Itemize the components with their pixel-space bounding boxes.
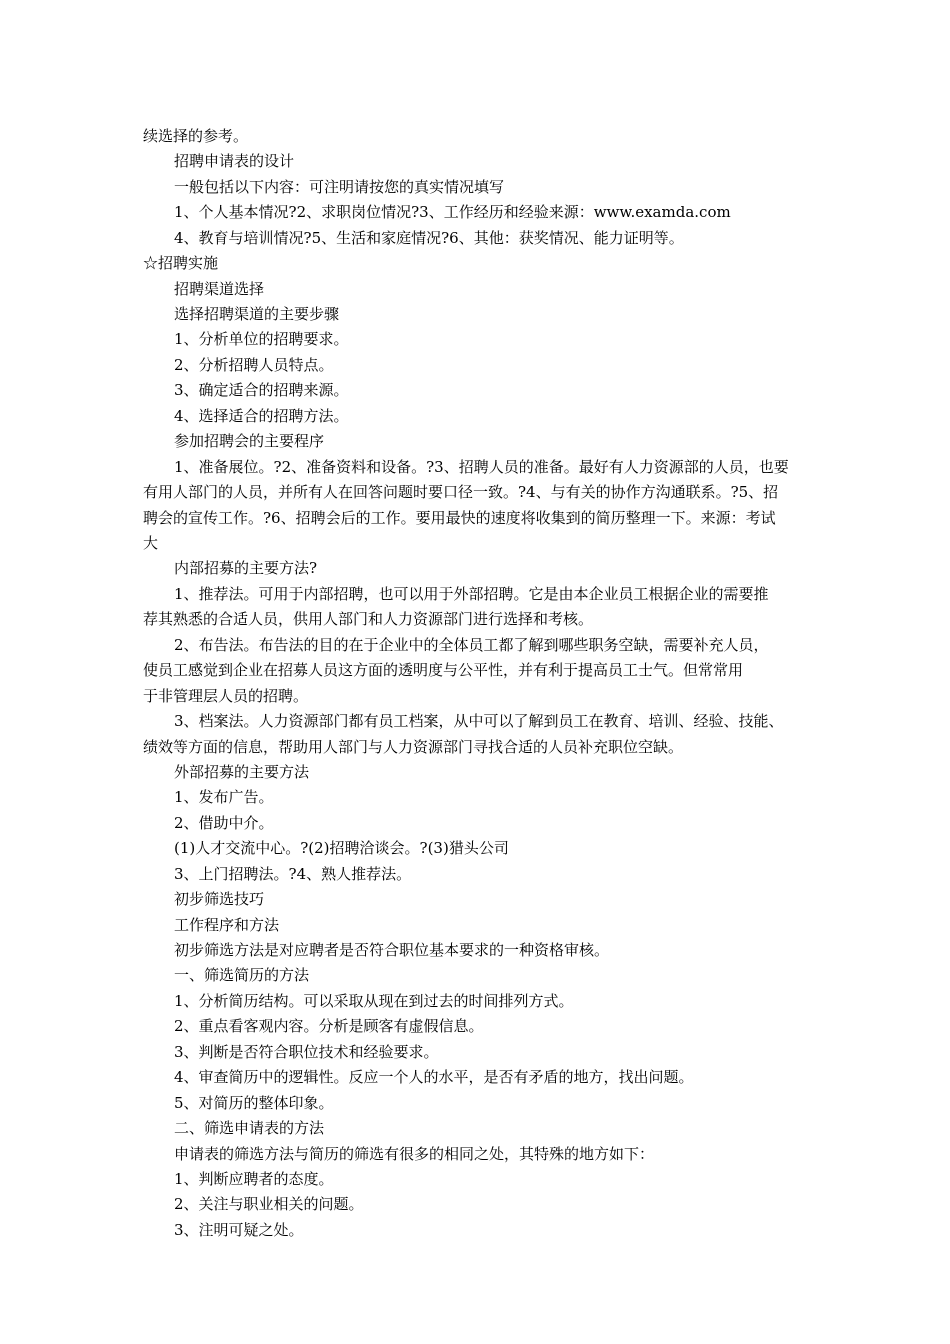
list-item: 1、判断应聘者的态度。 xyxy=(174,1170,334,1188)
paragraph-line: 绩效等方面的信息，帮助用人部门与人力资源部门寻找合适的人员补充职位空缺。 xyxy=(143,738,684,756)
paragraph-line: 于非管理层人员的招聘。 xyxy=(143,687,309,705)
paragraph-line: 荐其熟悉的合适人员，供用人部门和人力资源部门进行选择和考核。 xyxy=(143,610,594,628)
list-item: (1)人才交流中心。?(2)招聘洽谈会。?(3)猎头公司 xyxy=(174,839,509,857)
paragraph-line: 1、准备展位。?2、准备资料和设备。?3、招聘人员的准备。最好有人力资源部的人员，也要 xyxy=(174,458,789,476)
list-item: 2、关注与职业相关的问题。 xyxy=(174,1195,364,1213)
paragraph-line: 使员工感觉到企业在招募人员这方面的透明度与公平性，并有利于提高员工士气。但常常用 xyxy=(143,661,744,679)
paragraph-line: 3、档案法。人力资源部门都有员工档案，从中可以了解到员工在教育、培训、经验、技能、 xyxy=(174,712,784,730)
section-heading: 二、筛选申请表的方法 xyxy=(174,1119,325,1137)
section-heading: 初步筛选技巧 xyxy=(174,890,265,908)
paragraph-line: 大 xyxy=(143,534,159,552)
list-item: 3、注明可疑之处。 xyxy=(174,1221,304,1239)
list-item: 2、分析招聘人员特点。 xyxy=(174,356,334,374)
list-item: 5、对简历的整体印象。 xyxy=(174,1094,334,1112)
text-line: 选择招聘渠道的主要步骤 xyxy=(174,305,340,323)
list-item: 3、确定适合的招聘来源。 xyxy=(174,381,349,399)
section-heading: 招聘渠道选择 xyxy=(174,280,265,298)
section-heading: 招聘申请表的设计 xyxy=(174,152,295,170)
text-line: 4、教育与培训情况?5、生活和家庭情况?6、其他：获奖情况、能力证明等。 xyxy=(174,229,684,247)
list-item: 1、分析简历结构。可以采取从现在到过去的时间排列方式。 xyxy=(174,992,574,1010)
paragraph-line: 有用人部门的人员，并所有人在回答问题时要口径一致。?4、与有关的协作方沟通联系。?5、招 xyxy=(143,483,779,501)
section-heading: 参加招聘会的主要程序 xyxy=(174,432,325,450)
section-heading: 一、筛选简历的方法 xyxy=(174,966,310,984)
text-line: 申请表的筛选方法与简历的筛选有很多的相同之处，其特殊的地方如下： xyxy=(174,1145,655,1163)
paragraph-line: 聘会的宣传工作。?6、招聘会后的工作。要用最快的速度将收集到的简历整理一下。来源：考试 xyxy=(143,509,776,527)
section-heading: 工作程序和方法 xyxy=(174,916,280,934)
text-line: 一般包括以下内容：可注明请按您的真实情况填写 xyxy=(174,178,505,196)
list-item: 3、上门招聘法。?4、熟人推荐法。 xyxy=(174,865,412,883)
paragraph-line: 1、推荐法。可用于内部招聘，也可以用于外部招聘。它是由本企业员工根据企业的需要推 xyxy=(174,585,769,603)
text-line: 初步筛选方法是对应聘者是否符合职位基本要求的一种资格审核。 xyxy=(174,941,610,959)
section-heading: 内部招募的主要方法? xyxy=(174,559,318,577)
paragraph-line: 2、布告法。布告法的目的在于企业中的全体员工都了解到哪些职务空缺，需要补充人员， xyxy=(174,636,769,654)
list-item: 4、选择适合的招聘方法。 xyxy=(174,407,349,425)
section-heading: 外部招募的主要方法 xyxy=(174,763,310,781)
list-item: 2、重点看客观内容。分析是顾客有虚假信息。 xyxy=(174,1017,484,1035)
list-item: 1、分析单位的招聘要求。 xyxy=(174,330,349,348)
list-item: 4、审查简历中的逻辑性。反应一个人的水平，是否有矛盾的地方，找出问题。 xyxy=(174,1068,694,1086)
list-item: 3、判断是否符合职位技术和经验要求。 xyxy=(174,1043,439,1061)
list-item: 1、发布广告。 xyxy=(174,788,274,806)
text-line: 续选择的参考。 xyxy=(143,127,249,145)
text-line: 1、个人基本情况?2、求职岗位情况?3、工作经历和经验来源：www.examda.com xyxy=(174,203,731,221)
section-heading: ☆招聘实施 xyxy=(143,254,219,272)
list-item: 2、借助中介。 xyxy=(174,814,274,832)
